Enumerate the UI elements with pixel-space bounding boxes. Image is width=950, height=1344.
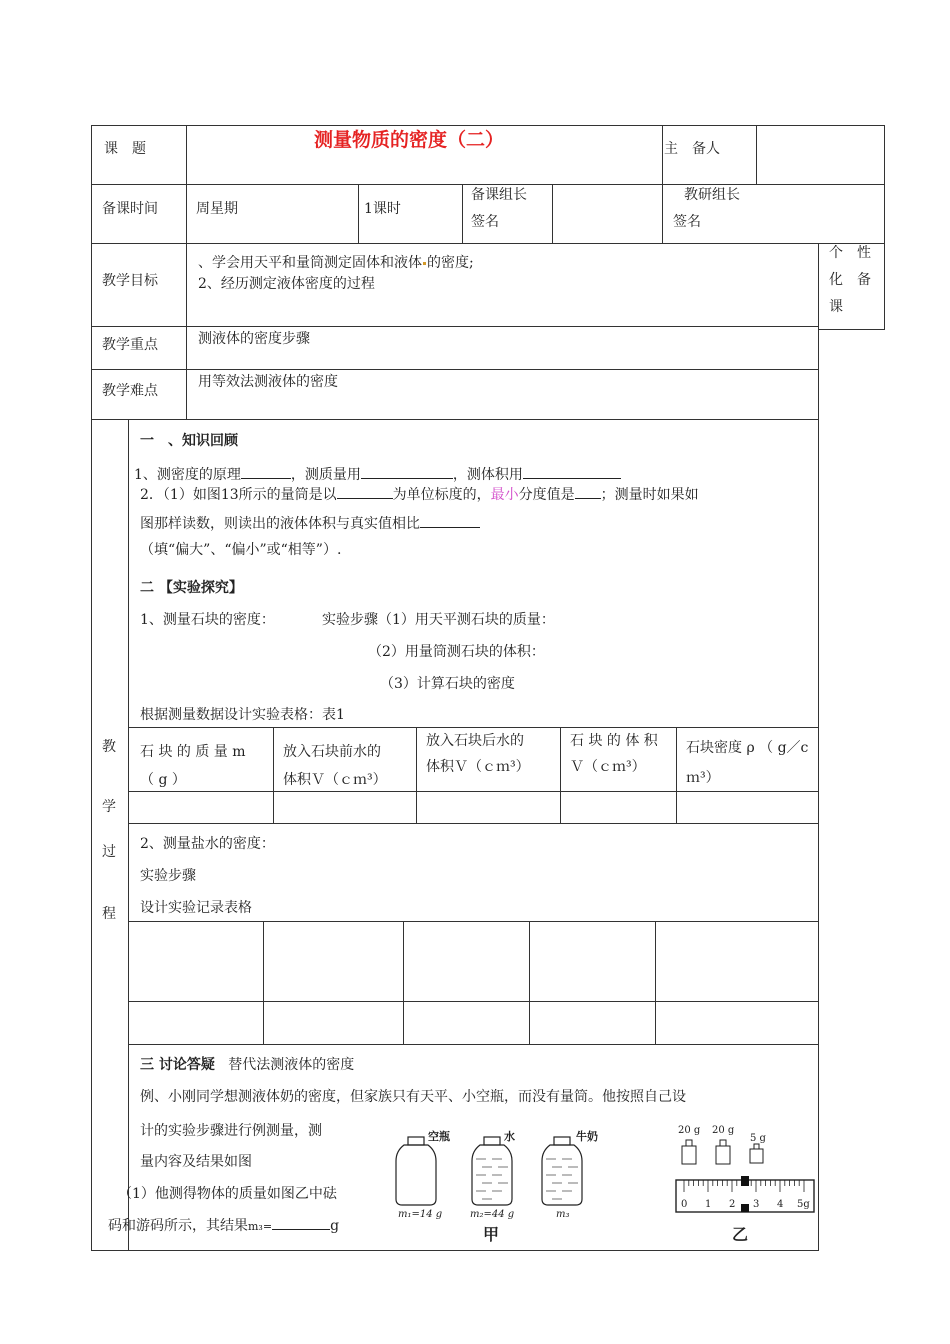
blank-volume-tool[interactable]	[523, 464, 621, 479]
bottle-label-empty: 空瓶	[428, 1130, 450, 1143]
col-rock-volume-1: 石 块 的 体 积	[570, 733, 658, 749]
col-rock-density-1: 石块密度 ρ （ g／c	[686, 740, 809, 756]
weight-label-3: 5 g	[750, 1133, 766, 1144]
blank-mass-tool[interactable]	[361, 464, 453, 479]
example-line-1: 例、小刚同学想测液体奶的密度，但家族只有天平、小空瓶，而没有量筒。他按照自己设	[140, 1089, 686, 1105]
brine-steps: 实验步骤	[140, 868, 196, 884]
process-label-2: 学	[102, 799, 116, 815]
goals-line-2: 2、经历测定液体密度的过程	[198, 276, 375, 292]
question-2-line-3: （填“偏大”、“偏小”或“相等”）.	[140, 542, 342, 558]
col-water-after-2: 体积Ｖ（ｃｍ³）	[426, 759, 530, 775]
weight-label-2: 20 g	[712, 1125, 735, 1136]
page-title: 测量物质的密度（二）	[314, 129, 505, 151]
process-label-3: 过	[102, 844, 116, 860]
blank-unit[interactable]	[337, 484, 393, 499]
key-point-text: 测液体的密度步骤	[198, 331, 310, 347]
figure-label-jia: 甲	[483, 1225, 500, 1244]
rider-icon	[741, 1176, 749, 1186]
bottle-label-water: 水	[504, 1130, 515, 1143]
scale-tick-0: 0	[681, 1199, 688, 1210]
topic-label: 课 题	[104, 141, 146, 157]
example-line-2: 计的实验步骤进行例测量，测	[140, 1123, 322, 1139]
goals-label: 教学目标	[102, 273, 158, 289]
side-note-1: 个 性	[829, 245, 871, 261]
bottle-label-milk: 牛奶	[576, 1130, 598, 1143]
difficulty-label: 教学难点	[102, 383, 158, 399]
brine-table-caption: 设计实验记录表格	[140, 900, 252, 916]
weight-20g-icon	[716, 1140, 730, 1164]
process-label-1: 教	[102, 739, 116, 755]
mass-label-3: m₃	[556, 1209, 570, 1220]
section3-heading: 三 讨论答疑 替代法测液体的密度	[140, 1057, 355, 1073]
week-label: 周星期	[196, 201, 238, 217]
question-1: 1、测密度的原理 ，测质量用 ，测体积用	[134, 464, 621, 484]
scale-tick-1: 1	[705, 1199, 712, 1210]
brine-title: 2、测量盐水的密度：	[140, 836, 275, 852]
rock-step-2: （2）用量筒测石块的体积：	[368, 644, 545, 660]
blank-principle[interactable]	[241, 464, 291, 479]
weight-20g-icon	[682, 1140, 696, 1164]
process-label-4: 程	[102, 906, 116, 922]
col-water-before-1: 放入石块前水的	[283, 744, 381, 760]
table-intro: 根据测量数据设计实验表格：表1	[140, 707, 345, 723]
scale-tick-4: 4	[777, 1199, 784, 1210]
col-water-after-1: 放入石块后水的	[426, 733, 524, 749]
blank-division[interactable]	[575, 484, 601, 499]
blank-compare[interactable]	[420, 513, 480, 528]
periods-label: 1课时	[364, 201, 401, 217]
col-rock-volume-2: Ｖ（ｃｍ³）	[570, 759, 646, 775]
rock-step-3: （3）计算石块的密度	[380, 676, 515, 692]
group-leader-sign-label: 签名	[471, 214, 499, 230]
group-leader-label: 备课组长	[471, 187, 527, 203]
prep-time-label: 备课时间	[102, 201, 158, 217]
weight-label-1: 20 g	[678, 1125, 701, 1136]
example-line-4: （1）他测得物体的质量如图乙中砝	[118, 1186, 337, 1202]
col-rock-mass-1: 石 块 的 质 量 m	[140, 744, 246, 760]
side-note-2: 化 备	[829, 272, 871, 288]
col-water-before-2: 体积Ｖ（ｃｍ³）	[283, 772, 387, 788]
question-2-line-2: 图那样读数，则读出的液体体积与真实值相比	[140, 513, 480, 533]
goals-line-1: 、学会用天平和量筒测定固体和液体 的密度;	[198, 255, 474, 271]
section1-heading: 一 、知识回顾	[140, 433, 238, 449]
empty-bottle-icon	[396, 1137, 436, 1205]
difficulty-text: 用等效法测液体的密度	[198, 374, 338, 390]
research-leader-sign-label: 签名	[673, 214, 701, 230]
col-rock-density-2: ｍ³）	[686, 770, 720, 786]
mass-label-1: m₁=14 g	[398, 1209, 443, 1220]
rock-density-title: 1、测量石块的密度：	[140, 612, 275, 628]
col-rock-mass-2: （ g ）	[140, 772, 186, 788]
question-2-line-1: 2．（1）如图13所示的量筒是以 为单位标度的，最小分度值是 ；测量时如果如	[140, 484, 699, 504]
key-point-label: 教学重点	[102, 337, 158, 353]
rock-step-1: 实验步骤（1）用天平测石块的质量：	[322, 612, 555, 628]
scale-tick-3: 3	[753, 1199, 760, 1210]
preparer-label: 主 备人	[664, 141, 720, 157]
blank-m3[interactable]	[272, 1215, 330, 1230]
example-line-3: 量内容及结果如图	[140, 1154, 252, 1170]
example-line-5: 码和游码所示，其结果m₃= g	[108, 1215, 339, 1236]
scale-tick-2: 2	[729, 1199, 736, 1210]
figure-label-yi: 乙	[732, 1225, 749, 1244]
water-bottle-icon	[472, 1137, 512, 1205]
milk-bottle-icon	[542, 1137, 582, 1205]
research-leader-label: 教研组长	[684, 187, 740, 203]
scale-tick-5: 5g	[797, 1199, 810, 1210]
side-note-3: 课	[829, 299, 843, 315]
section2-heading: 二 【实验探究】	[140, 580, 243, 596]
mass-label-2: m₂=44 g	[470, 1209, 515, 1220]
